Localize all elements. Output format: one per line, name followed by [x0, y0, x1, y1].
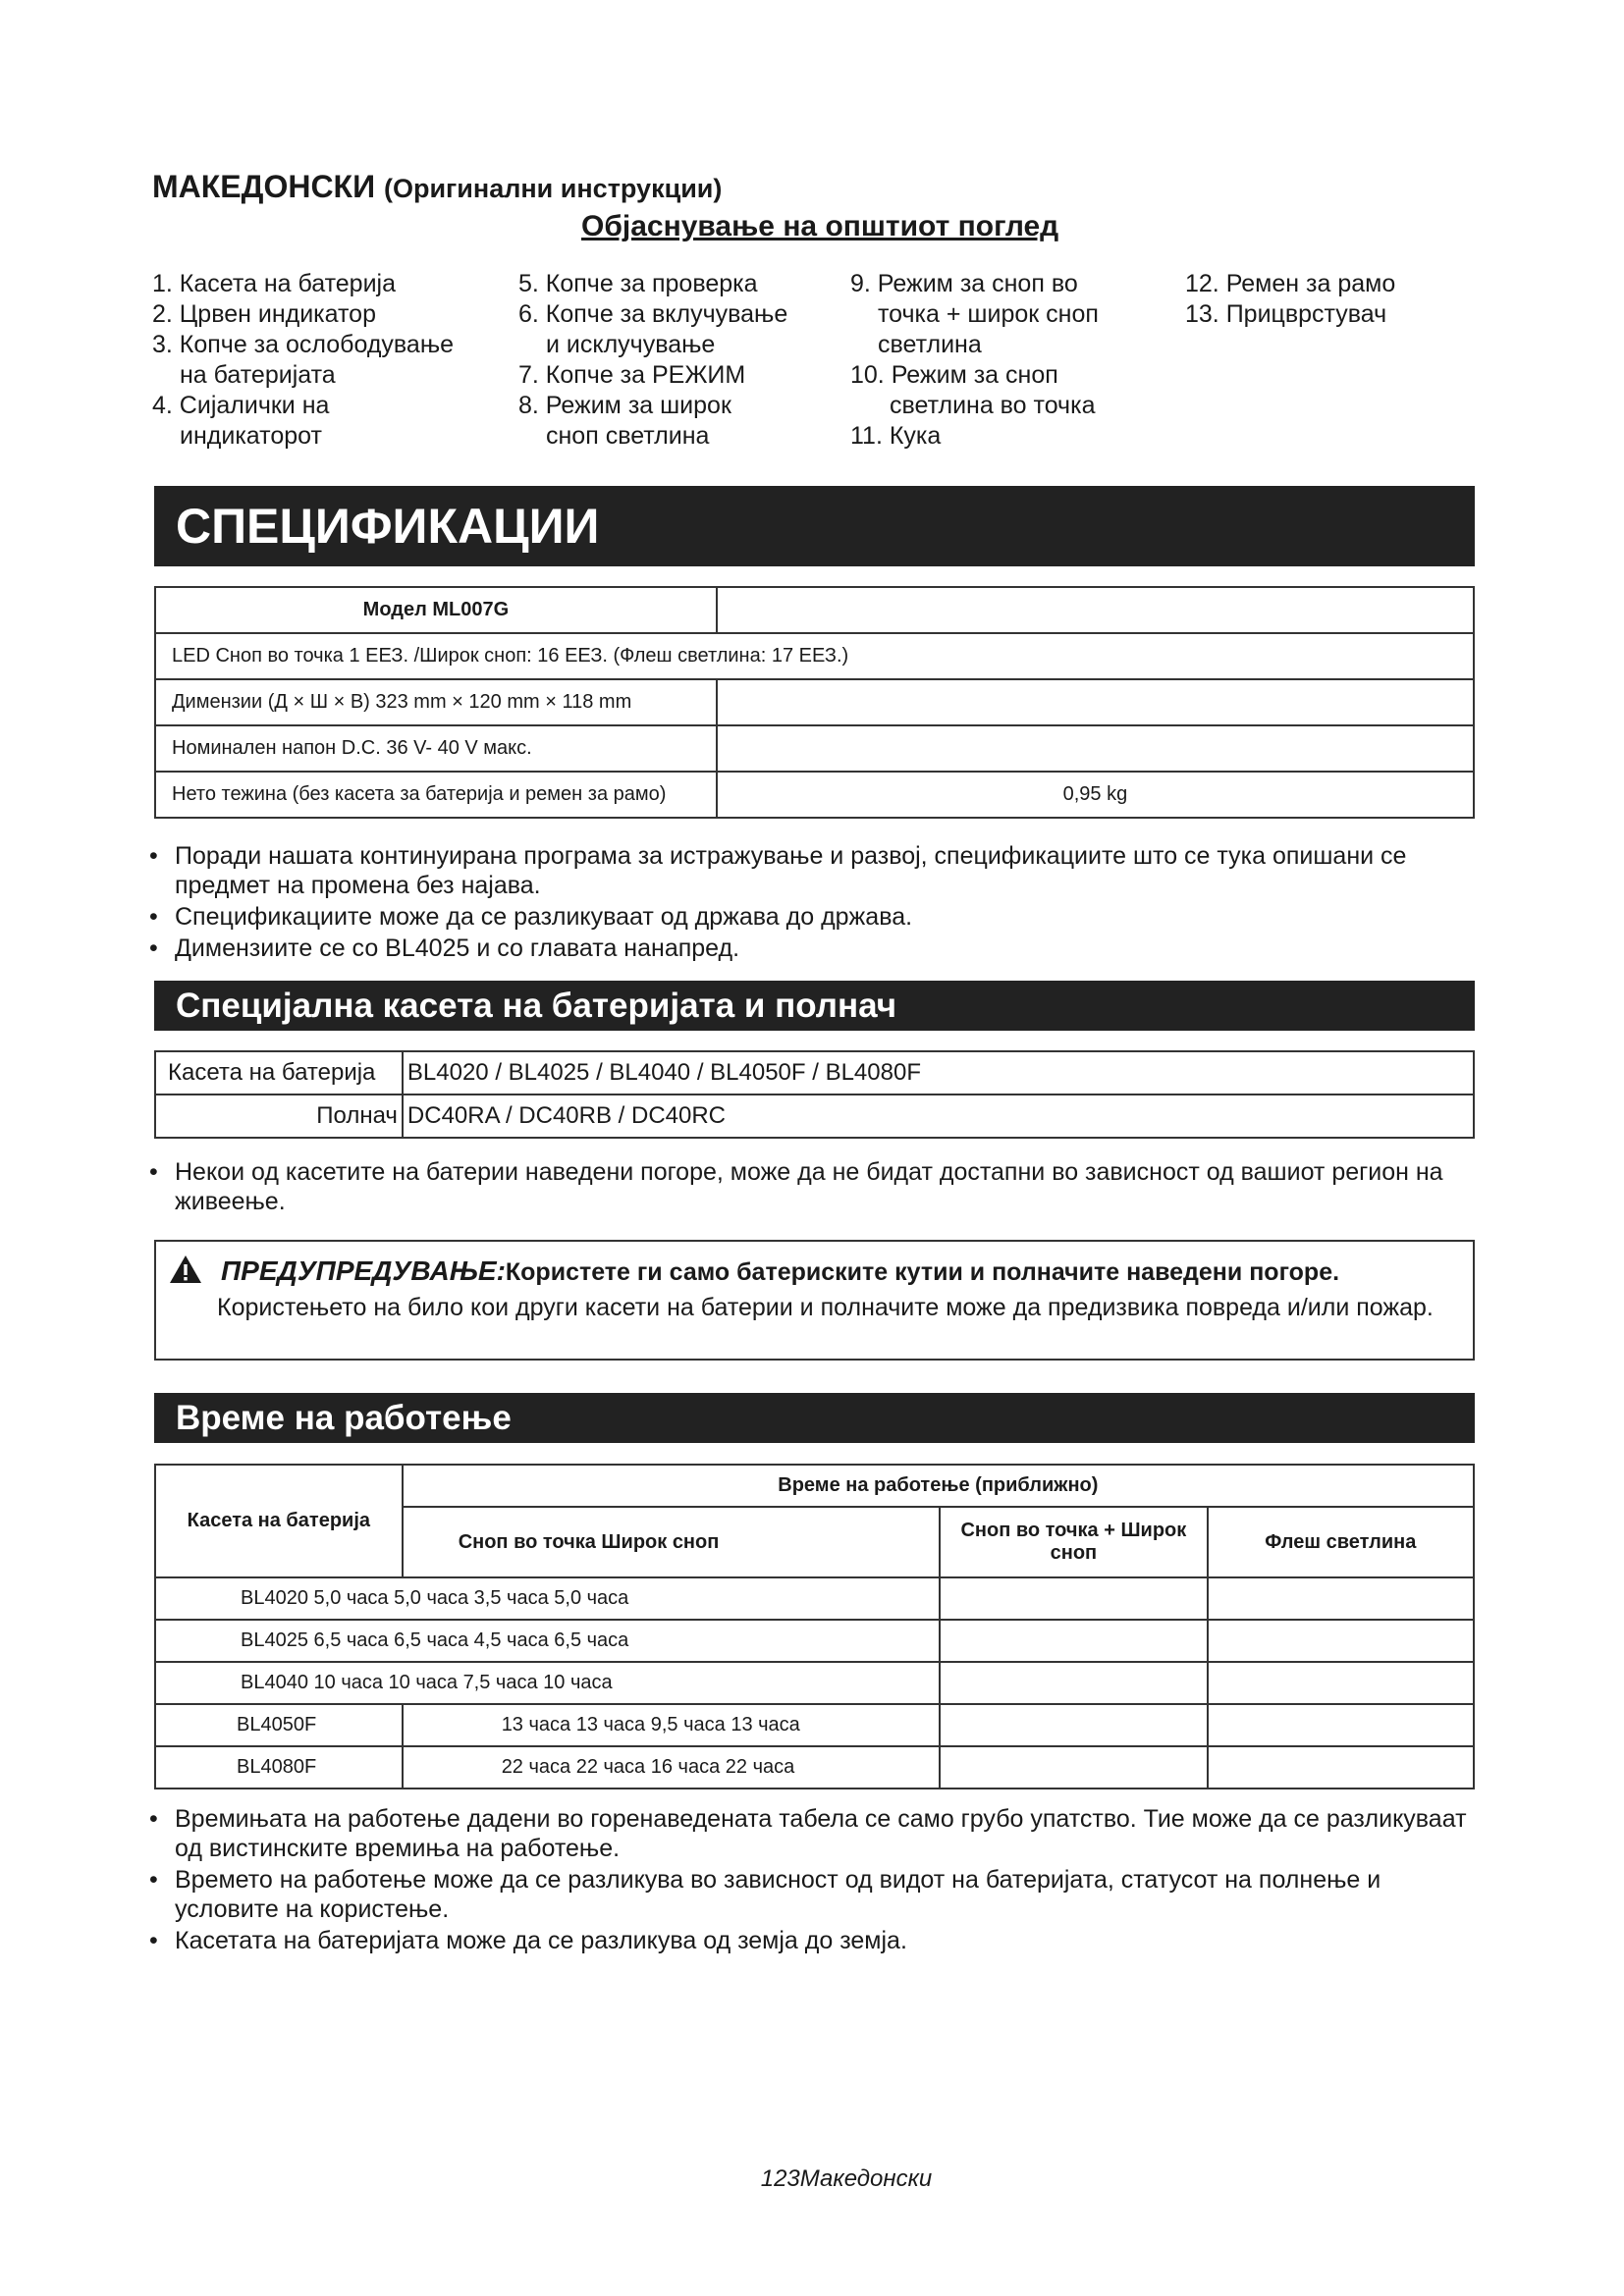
spec-weight-label: Нето тежина (без касета за батерија и ремен за рамо): [155, 772, 717, 818]
charger-label: Полнач: [155, 1095, 403, 1138]
warning-headline: Користете ги само батериските кутии и полначите наведени погоре.: [505, 1258, 1340, 1286]
table-cell: [940, 1746, 1207, 1789]
table-row: [155, 1662, 1474, 1704]
overview-column-1: [152, 269, 454, 452]
table-row: [155, 1577, 1474, 1620]
language-title: [152, 169, 722, 205]
spec-value: [717, 725, 1474, 772]
table-row: [155, 679, 1474, 725]
overview-item: 3. Копче за ослободување: [152, 331, 455, 358]
language-subtitle: (Оригинални инструкции): [383, 174, 723, 203]
spec-weight-value: 0,95 kg: [717, 772, 1474, 818]
table-cell: [940, 1577, 1207, 1620]
overview-item: светлина: [878, 331, 982, 358]
overview-item: 13. Прицврстувач: [1185, 300, 1387, 328]
overview-column-4: [1185, 269, 1395, 330]
overview-item: 2. Црвен индикатор: [152, 300, 376, 328]
table-cell: [940, 1620, 1207, 1662]
operating-row: BL4020 5,0 часа 5,0 часа 3,5 часа 5,0 часа: [155, 1577, 940, 1620]
table-row: [155, 1095, 1474, 1138]
charger-models: DC40RA / DC40RB / DC40RC: [403, 1095, 1474, 1138]
operating-time-notes: [149, 1804, 1475, 1957]
overview-item: индикаторот: [180, 422, 322, 450]
table-row: [155, 1746, 1474, 1789]
operating-values: 13 часа 13 часа 9,5 часа 13 часа: [403, 1704, 941, 1746]
operating-time-table: [154, 1464, 1475, 1789]
table-cell: [1208, 1662, 1474, 1704]
table-cell: [1208, 1746, 1474, 1789]
overview-item: точка + широк сноп: [878, 300, 1099, 328]
table-row: [155, 1465, 1474, 1507]
table-row: [155, 772, 1474, 818]
overview-item: 8. Режим за широк: [518, 392, 731, 419]
list-item: • Спецификациите може да се разликуваат од држава до држава.: [149, 902, 1475, 932]
operating-row: BL4025 6,5 часа 6,5 часа 4,5 часа 6,5 часа: [155, 1620, 940, 1662]
battery-label: Касета на батерија: [155, 1051, 403, 1095]
list-item: • Некои од касетите на батерии наведени погоре, може да не бидат достапни во зависност од вашиот регион на живеење.: [149, 1157, 1475, 1216]
overview-item: 6. Копче за вклучување: [518, 300, 788, 328]
list-item: • Поради нашата континуирана програма за истражување и развој, спецификациите што се тука опишани се предмет на промена без најава.: [149, 841, 1475, 900]
page-footer: 123Македонски: [760, 2165, 933, 2192]
spec-value: [717, 587, 1474, 633]
specifications-table: [154, 586, 1475, 819]
list-item: • Касетата на батеријата може да се разликува од земја до земја.: [149, 1926, 1475, 1955]
list-item: • Димензиите се со BL4025 и со главата нанапред.: [149, 934, 1475, 963]
warning-heading: [221, 1255, 1339, 1287]
spec-led: LED Сноп во точка 1 ЕЕЗ. /Широк сноп: 16 ЕЕЗ. (Флеш светлина: 17 ЕЕЗ.): [155, 633, 1474, 679]
overview-item: 10. Режим за сноп: [850, 361, 1058, 389]
overview-column-3: [850, 269, 1099, 452]
language-label: МАКЕДОНСКИ: [152, 169, 376, 204]
battery-charger-table: [154, 1050, 1475, 1139]
overview-item: 4. Сијалички на: [152, 392, 330, 419]
overview-item: сноп светлина: [546, 422, 710, 450]
col-header-flash: Флеш светлина: [1208, 1507, 1474, 1577]
spec-value: [717, 679, 1474, 725]
list-item: • Времето на работење може да се разликува во зависност од видот на батеријата, статусот на полнење и условите на користење.: [149, 1865, 1475, 1924]
overview-item: 7. Копче за РЕЖИМ: [518, 361, 746, 389]
table-row: [155, 587, 1474, 633]
overview-item: 11. Кука: [850, 422, 942, 450]
overview-item: светлина во точка: [890, 392, 1096, 419]
specifications-notes: [149, 841, 1475, 965]
operating-battery: BL4050F: [155, 1704, 403, 1746]
table-row: [155, 1620, 1474, 1662]
warning-label: ПРЕДУПРЕДУВАЊЕ:: [221, 1255, 506, 1286]
battery-models: BL4020 / BL4025 / BL4040 / BL4050F / BL4080F: [403, 1051, 1474, 1095]
operating-time-heading: Време на работење: [154, 1393, 1475, 1443]
table-cell: [940, 1704, 1207, 1746]
spec-voltage: Номинален напон D.C. 36 V- 40 V макс.: [155, 725, 717, 772]
col-header-battery: Касета на батерија: [155, 1465, 403, 1577]
table-row: [155, 1704, 1474, 1746]
operating-row: BL4040 10 часа 10 часа 7,5 часа 10 часа: [155, 1662, 940, 1704]
overview-item: 9. Режим за сноп во: [850, 270, 1078, 297]
specifications-heading: СПЕЦИФИКАЦИИ: [154, 486, 1475, 566]
table-row: [155, 1051, 1474, 1095]
overview-title: Објаснување на општиот поглед: [581, 210, 1059, 242]
overview-column-2: [518, 269, 787, 452]
table-cell: [1208, 1620, 1474, 1662]
table-cell: [1208, 1577, 1474, 1620]
warning-triangle-icon: [168, 1254, 203, 1285]
warning-text: Користењето на било кои други касети на батерии и полначите може да предизвика повреда и/или пожар.: [217, 1294, 1434, 1321]
overview-item: 1. Касета на батерија: [152, 270, 397, 297]
table-cell: [1208, 1704, 1474, 1746]
list-item: • Времињата на работење дадени во горенаведената табела се само грубо упатство. Тие може да се разликуваат од вистинските времиња на работење.: [149, 1804, 1475, 1863]
battery-charger-heading: Специјална касета на батеријата и полнач: [154, 981, 1475, 1031]
battery-notes: [149, 1157, 1475, 1218]
operating-battery: BL4080F: [155, 1746, 403, 1789]
warning-box: [154, 1240, 1475, 1361]
spec-dimensions: Димензии (Д × Ш × В) 323 mm × 120 mm × 118 mm: [155, 679, 717, 725]
col-header-operating-time: Време на работење (приближно): [403, 1465, 1474, 1507]
col-header-spot-plus-wide: Сноп во точка + Широк сноп: [940, 1507, 1207, 1577]
table-cell: [940, 1662, 1207, 1704]
operating-values: 22 часа 22 часа 16 часа 22 часа: [403, 1746, 941, 1789]
overview-item: 5. Копче за проверка: [518, 270, 758, 297]
table-row: [155, 633, 1474, 679]
overview-item: и исклучување: [546, 331, 716, 358]
overview-item: на батеријата: [180, 361, 336, 389]
spec-model: Модел ML007G: [155, 587, 717, 633]
overview-item: 12. Ремен за рамо: [1185, 270, 1396, 297]
table-row: [155, 725, 1474, 772]
col-header-spot-wide: Сноп во точка Широк сноп: [403, 1507, 941, 1577]
